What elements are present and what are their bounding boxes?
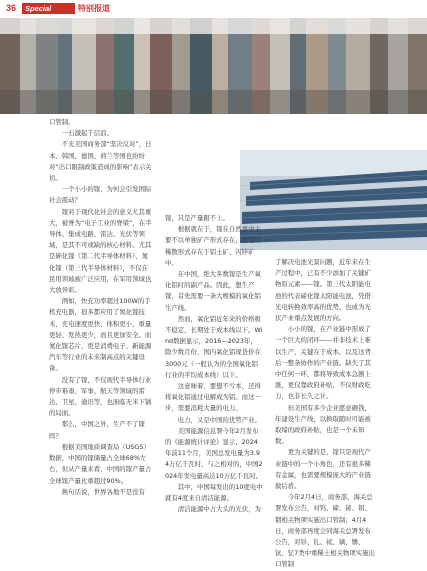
paragraph: 不光美国商务部“坚决反对”，日本、韩国、德国、荷兰等国也纷纷对“出口限制政策造成的影响”表示关切。: [49, 140, 152, 183]
paragraph: 根据美国地质调查局（USGS）数据，中国的镓储量占全球68%左右，但从产量来看，中国的镓产量占全球镓产量比重超过90%。: [49, 442, 152, 485]
section-title: 特别报道: [78, 4, 110, 13]
text-column-2: [165, 213, 263, 515]
text-column-1: [49, 117, 154, 498]
paragraph: 一石激起千层浪。: [61, 129, 113, 138]
paragraph: 例如，快充功率超过100W的手机充电器，很多都应用了氮化镓技术，充电速度更快、体积更小、重量更轻、发热更少，而且更加安全。而氮化镓芯片，更是消费电子、新能源汽车等行业的未来制高点的关键设备。: [49, 297, 152, 373]
paragraph: 镓，只是产量跟不上。: [165, 214, 229, 222]
paragraph: 没有了镓，不仅现代半导体行业停步难艰、军事、航天等领域的雷达、卫星、通讯等，也面临无米下锅的局面。: [49, 375, 152, 418]
paragraph: 小小的镓，在产业链中形成了一个巨大的闭环——并非技术上难以生产，关键在于成本，以及这背后一整条协作的产业链。缺失了其中任何一环，都将导致成本急剧上涨，更仅靠政府补贴，不仅财政吃力，也非长久之计。: [275, 325, 371, 401]
paragraph: 那么，中国之外，生产不了镓吗？: [49, 420, 145, 440]
paragraph: 然而，氧化铝近年来的价格极不稳定，长期处于成本线以下。Wind数据显示，2016—2023年，除少数月份，国内氧化铝现货价在3000元（一般认为的全国氧化铝行业的平均成本线）以下。: [165, 314, 263, 379]
paragraph: 换句话说，世界各地不是没有: [61, 487, 145, 496]
page-header: [0, 0, 427, 18]
header-photo: [0, 18, 427, 114]
paragraph: 美国能源信息署今年2月发布的《能源统计评论》显示，2024年前11个月，美国总发电量为3.94万亿千瓦时，与之相对的，中国2024年发电量高达10万亿千瓦时。: [165, 426, 263, 480]
report-label: Special: [22, 3, 75, 14]
paragraph: 在中国，绝大多数镓是生产氧化铝时的副产品。因此，想生产镓，首先需要一条大规模的氧化铝生产线。: [165, 270, 261, 312]
paragraph: 根据就在于，镓在自然界中主要不以单独矿产形式存在，而是以稀散形式存在于铝土矿、闪锌矿中。: [165, 225, 261, 267]
paragraph: 更为关键的是，镓只是现代产业链中的一个小角色，还有很多稀有金属，也需要规模庞大的产业链做后盾。: [275, 448, 371, 491]
paragraph: 镓对于现代化社会的意义尤其重大，被誉为“电子工业的脊梁”，在半导体、集成电路、雷达、光伏等领域，是其不可或缺的核心材料。尤其是砷化镓（第二代半导体材料）、氮化镓（第三代半导体材料），不仅在民用领域被广泛应用，在军用领域也大放异彩。: [49, 207, 152, 295]
paragraph: 一个小小的镓，为何会引发国际社会震动？: [49, 185, 152, 205]
paragraph: 今年2月4日，商务部、海关总署发布公告，对钨、碲、铋、钼、铟相关物项实施出口管制；4月4日，商务部再度会同海关总署发布公告，对钐、钆、铽、镝、镥、钪、钇7类中重稀土相关物项实施出口管制: [275, 493, 375, 569]
solar-panel-photo: [240, 150, 427, 250]
paragraph: 口管制。: [49, 118, 75, 126]
paragraph: 其中，中国每发出的10度电中就有4度来自清洁能源。: [165, 482, 263, 503]
paragraph: 电力，又是中国的优势产业。: [177, 415, 261, 424]
page-number: 36: [6, 3, 17, 13]
paragraph: 了解决电池光景问题，近年来在生产过程中，已有不少添加了关键矿物原元素——镓。第三代太阳能电池的代表碲化镓太阳能电池，凭借光电转换效率高的优势，也成为光伏产业重点发展的方向。: [275, 258, 371, 323]
text-column-3: [275, 257, 377, 571]
paragraph: 这意味着，要想不亏本，还得将氧化铝通过电解成为铝。而这一步，需要消耗大量的电力。: [165, 382, 261, 413]
paragraph: 清洁能源中占大头的光伏，为: [177, 505, 261, 514]
paragraph: 但美国有多少企业愿意砸钱，年建设生产线，以换取随时可能被取缔的政府补贴，也是一个未知数。: [275, 403, 371, 446]
